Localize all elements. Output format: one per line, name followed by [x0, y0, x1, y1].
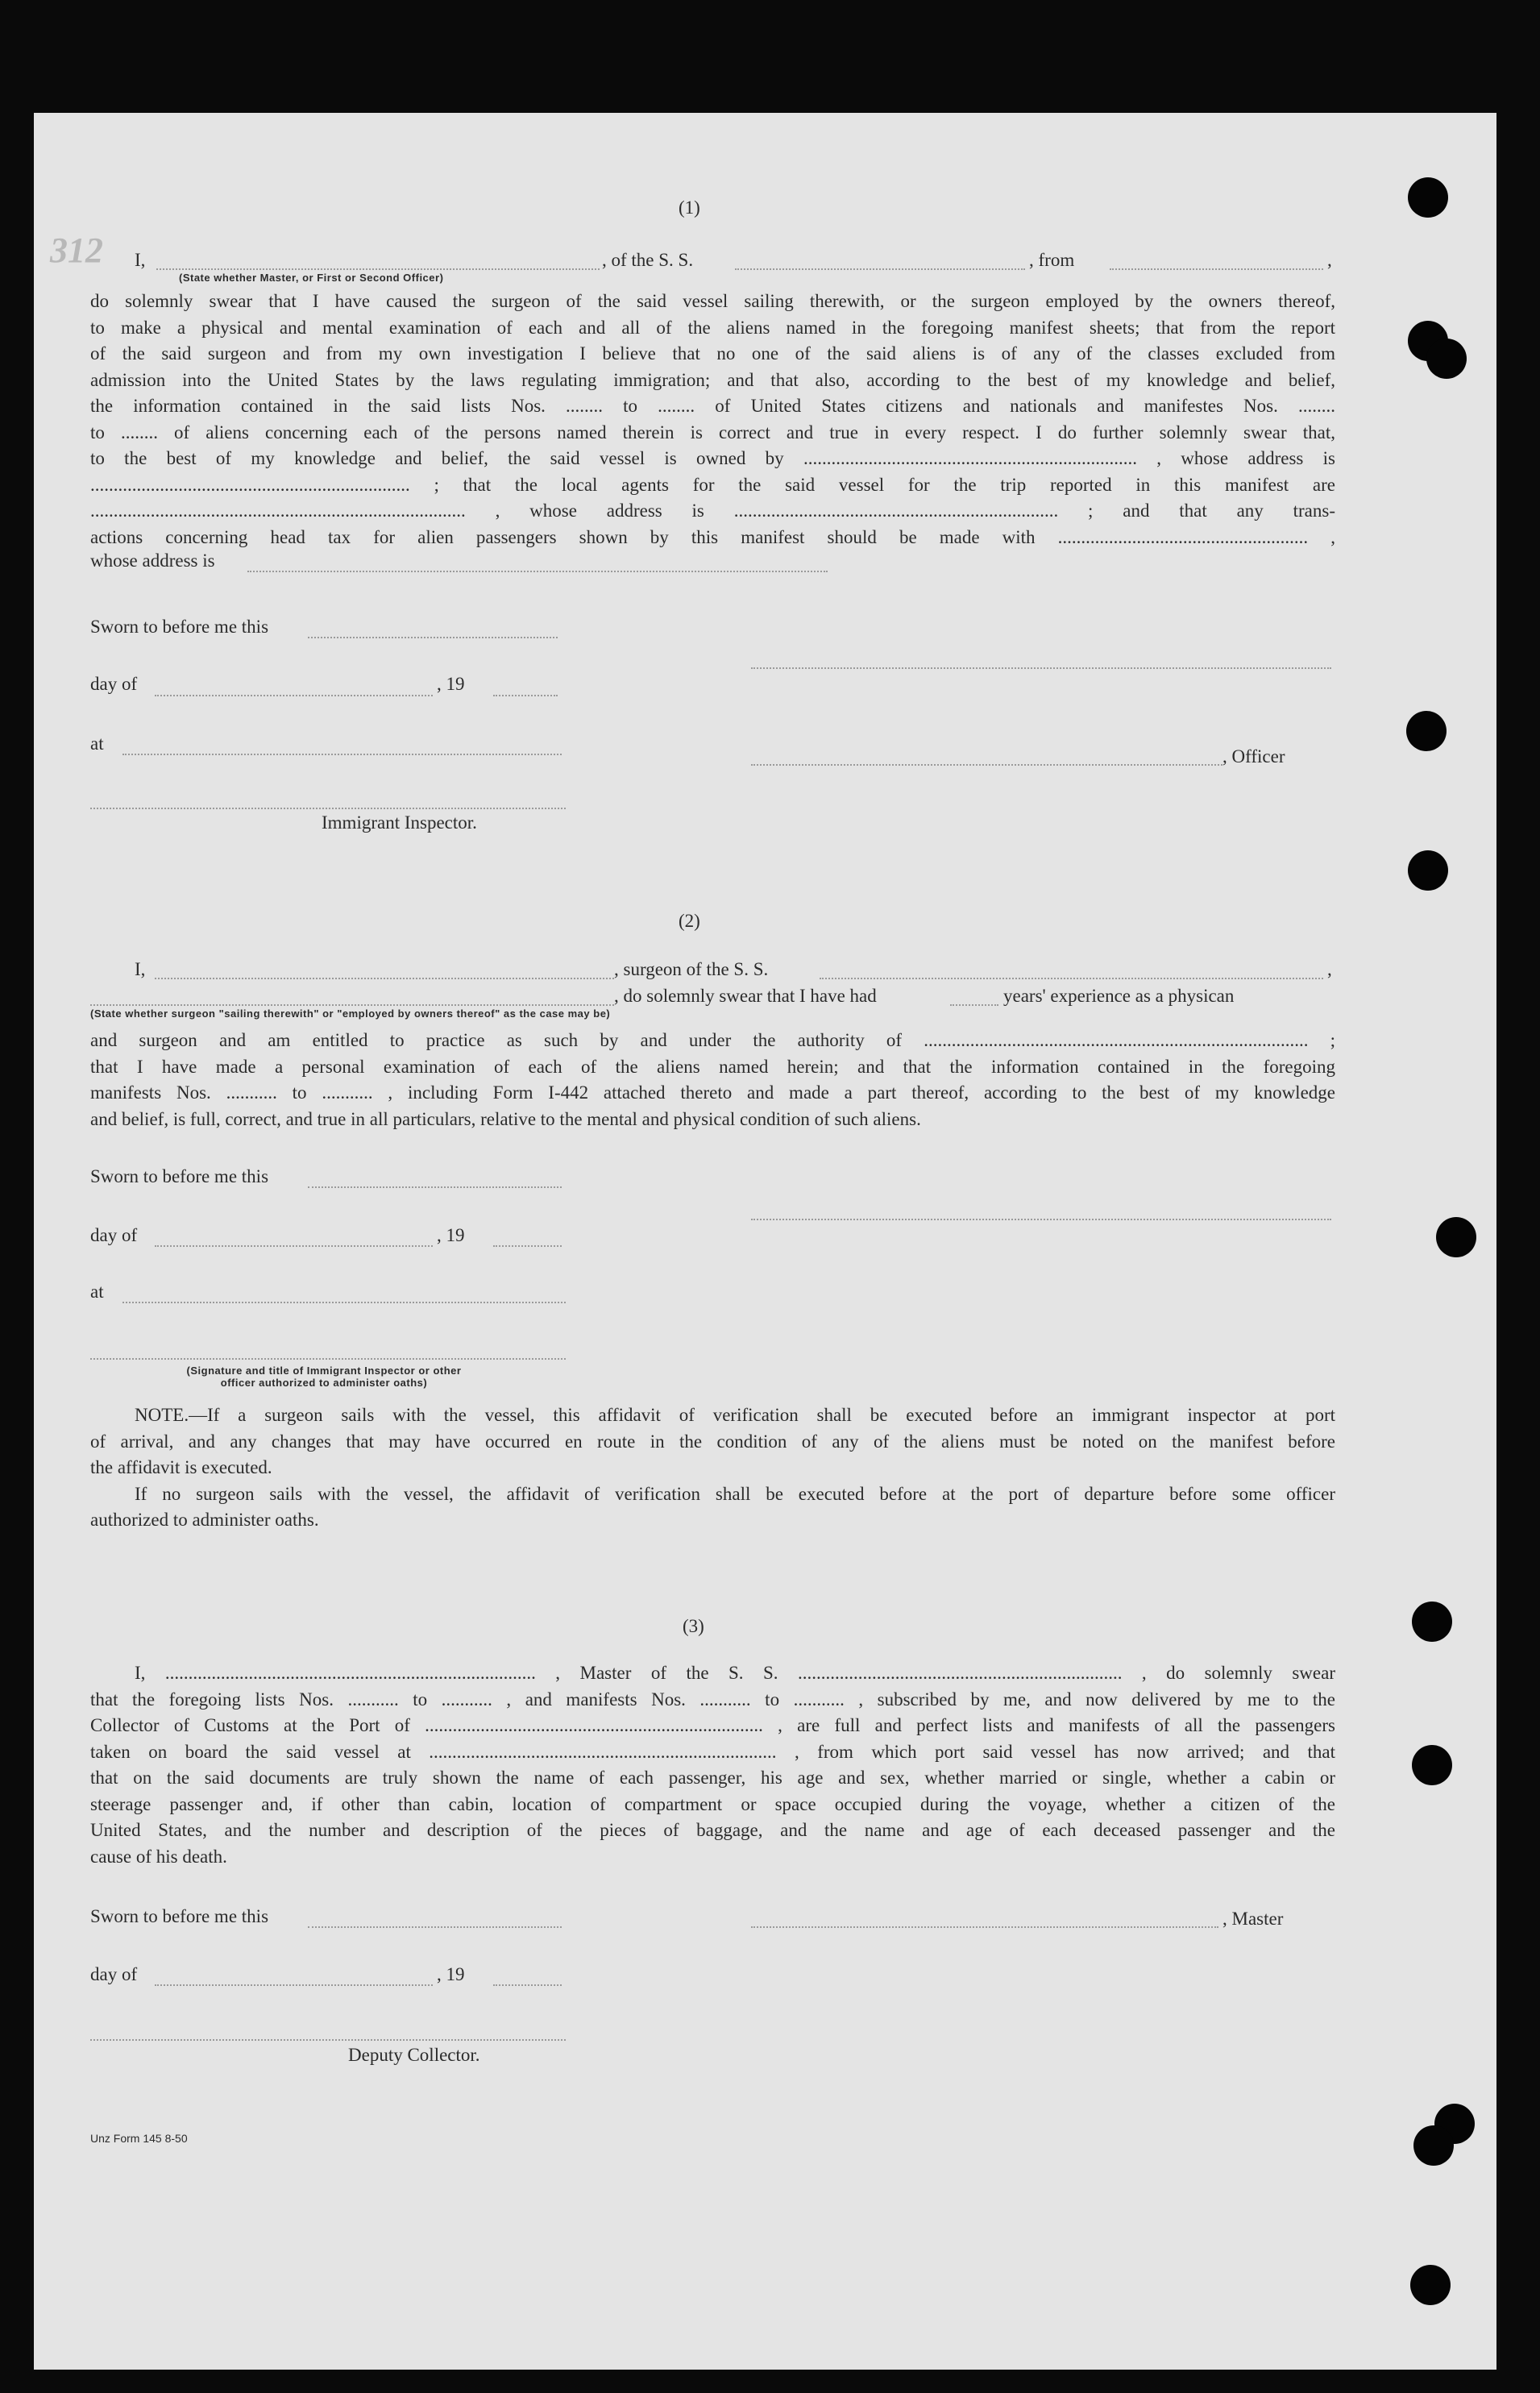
oath-line: United States, and the number and description of the pieces of baggage, and the name and age of each deceased passenger and the [90, 1820, 1335, 1840]
binder-hole [1426, 339, 1467, 379]
blank-vessel-name [735, 268, 1025, 270]
blank-s3-day [155, 1984, 433, 1986]
oath-line: and surgeon and am entitled to practice as such by and under the authority of ................................................................................... ; [90, 1030, 1335, 1050]
blank-surgeon-name [155, 978, 614, 979]
blank-s3-year [493, 1984, 562, 1986]
s1-at: at [90, 733, 104, 754]
oath-line-last: cause of his death. [90, 1846, 227, 1867]
binder-hole [1408, 177, 1448, 218]
oath-line: to ........ of aliens concerning each of the persons named therein is correct and true in every respect. I do further solemnly swear that, [90, 422, 1335, 442]
form-footer: Unz Form 145 8-50 [90, 2132, 188, 2145]
blank-s2-at [122, 1302, 566, 1303]
s2-at: at [90, 1282, 104, 1302]
oath-line-last: and belief, is full, correct, and true in all particulars, relative to the mental and physical condition of such aliens. [90, 1108, 921, 1129]
s2-signature-caption [90, 1365, 558, 1389]
oath-line: the information contained in the said lists Nos. ........ to ........ of United States citizens and nationals and manifestes Nos. ........ [90, 396, 1335, 416]
section-2-number: (2) [679, 911, 700, 931]
section-3-number: (3) [683, 1616, 704, 1636]
oath-line: do solemnly swear that I have caused the surgeon of the said vessel sailing therewith, or the surgeon employed by the owners thereof, [90, 291, 1335, 311]
blank-s3-deputy [90, 2039, 566, 2041]
s1-nineteen: , 19 [437, 674, 465, 694]
section-1-number: (1) [679, 197, 700, 218]
s3-day-of: day of [90, 1964, 138, 1984]
binder-hole [1412, 1602, 1452, 1642]
blank-s2-signature [751, 1219, 1331, 1220]
s3-deputy-collector: Deputy Collector. [348, 2045, 480, 2065]
s1-caption: (State whether Master, or First or Second Officer) [179, 272, 444, 284]
s2-nineteen: , 19 [437, 1225, 465, 1245]
s1-officer: , Officer [1222, 746, 1285, 767]
oath-line: ................................................................................. , whose address is ...................................................................... ; and that any trans- [90, 501, 1335, 521]
binder-hole [1408, 850, 1448, 891]
blank-s2-inspector-signature [90, 1358, 566, 1360]
note-line: of arrival, and any changes that may have occurred en route in the condition of any of the aliens must be noted on the manifest before [90, 1431, 1335, 1452]
oath-line: that the foregoing lists Nos. ........... to ........... , and manifests Nos. ........... to ........... , subscribed by me, and now delivered by me to the [90, 1689, 1335, 1710]
blank-s1-officer [751, 764, 1222, 766]
manifest-affidavit-page [34, 113, 1496, 2370]
s1-sworn: Sworn to before me this [90, 617, 269, 637]
oath-line: actions concerning head tax for alien passengers shown by this manifest should be made with ...................................................... , [90, 526, 1335, 547]
oath-line: admission into the United States by the laws regulating immigration; and that also, according to the best of my knowledge and belief, [90, 369, 1335, 390]
s2-caption: (State whether surgeon "sailing therewith" or "employed by owners thereof" as the case may be) [90, 1007, 611, 1020]
blank-head-tax-address [247, 571, 828, 572]
oath-line: ..................................................................... ; that the local agents for the said vessel for the trip reported in this manifest are [90, 474, 1335, 495]
binder-hole [1413, 2125, 1454, 2166]
s2-sigcap-line2: officer authorized to administer oaths) [220, 1377, 428, 1389]
s2-day-of: day of [90, 1225, 138, 1245]
blank-s3-sworn [308, 1926, 562, 1928]
oath-line: Collector of Customs at the Port of ......................................................................... , are full and perfect lists and manifests of all the passengers [90, 1715, 1335, 1735]
oath-line: to the best of my knowledge and belief, the said vessel is owned by ........................................................................ , whose address is [90, 448, 1335, 468]
s1-i: I, [135, 250, 146, 270]
binder-hole [1410, 2265, 1451, 2305]
s1-comma: , [1327, 250, 1332, 270]
s2-i: I, [135, 959, 146, 979]
s2-solemnly-swear: , do solemnly swear that I have had [614, 986, 877, 1006]
blank-s1-signature [751, 667, 1331, 669]
note-line: NOTE.—If a surgeon sails with the vessel, this affidavit of verification shall be executed before an immigrant inspector at port [135, 1405, 1335, 1425]
s2-sworn: Sworn to before me this [90, 1166, 269, 1186]
blank-officer-name [156, 268, 600, 270]
oath-line: that I have made a personal examination of each of the aliens named herein; and that the information contained in the foregoing [90, 1056, 1335, 1077]
oath-line: manifests Nos. ........... to ........... , including Form I-442 attached thereto and made a part thereof, according to the best of my knowledge [90, 1082, 1335, 1103]
note-line: authorized to administer oaths. [90, 1510, 319, 1530]
blank-from-port [1110, 268, 1323, 270]
blank-s2-sworn [308, 1186, 562, 1188]
note-line: If no surgeon sails with the vessel, the affidavit of verification shall be executed before at the port of departure before some officer [135, 1483, 1335, 1504]
oath-line: to make a physical and mental examination of each and all of the aliens named in the foregoing manifest sheets; that from the report [90, 317, 1335, 338]
s2-comma: , [1327, 959, 1332, 979]
blank-s1-day [155, 695, 433, 696]
blank-s1-at [122, 754, 562, 755]
binder-hole [1412, 1745, 1452, 1785]
s3-sworn: Sworn to before me this [90, 1906, 269, 1926]
s1-immigrant-inspector: Immigrant Inspector. [322, 812, 477, 833]
binder-hole [1406, 711, 1447, 751]
blank-s3-master [751, 1926, 1218, 1928]
blank-surgeon-type [90, 1004, 614, 1006]
s2-surgeon-of-ss: , surgeon of the S. S. [614, 959, 769, 979]
oath-line: of the said surgeon and from my own investigation I believe that no one of the said aliens is of any of the classes excluded from [90, 343, 1335, 364]
s1-whose-address: whose address is [90, 550, 215, 571]
oath-line: taken on board the said vessel at ........................................................................... , from which port said vessel has now arrived; and that [90, 1741, 1335, 1762]
blank-s2-day [155, 1245, 433, 1247]
blank-s2-vessel [820, 978, 1323, 979]
s1-from: , from [1029, 250, 1075, 270]
oath-line: that on the said documents are truly shown the name of each passenger, his age and sex, whether married or single, whether a cabin or [90, 1768, 1335, 1788]
s3-master: , Master [1222, 1909, 1284, 1929]
oath-line: steerage passenger and, if other than cabin, location of compartment or space occupied during the voyage, whether a citizen of the [90, 1793, 1335, 1814]
blank-s2-year [493, 1245, 562, 1247]
blank-s1-year [493, 695, 558, 696]
binder-hole [1436, 1217, 1476, 1257]
s2-years-experience: years' experience as a physican [1003, 986, 1235, 1006]
s1-of-ss: , of the S. S. [602, 250, 694, 270]
handwritten-page-number: 312 [50, 231, 103, 270]
s3-nineteen: , 19 [437, 1964, 465, 1984]
blank-years [950, 1004, 998, 1006]
blank-s1-sworn [308, 637, 558, 638]
oath-line: I, ................................................................................ , Master of the S. S. ...................................................................... , do solemnly swear [135, 1663, 1335, 1683]
s1-day-of: day of [90, 674, 138, 694]
s2-sigcap-line1: (Signature and title of Immigrant Inspector or other [186, 1365, 462, 1377]
blank-s1-inspector [90, 808, 566, 809]
note-line: the affidavit is executed. [90, 1457, 272, 1477]
